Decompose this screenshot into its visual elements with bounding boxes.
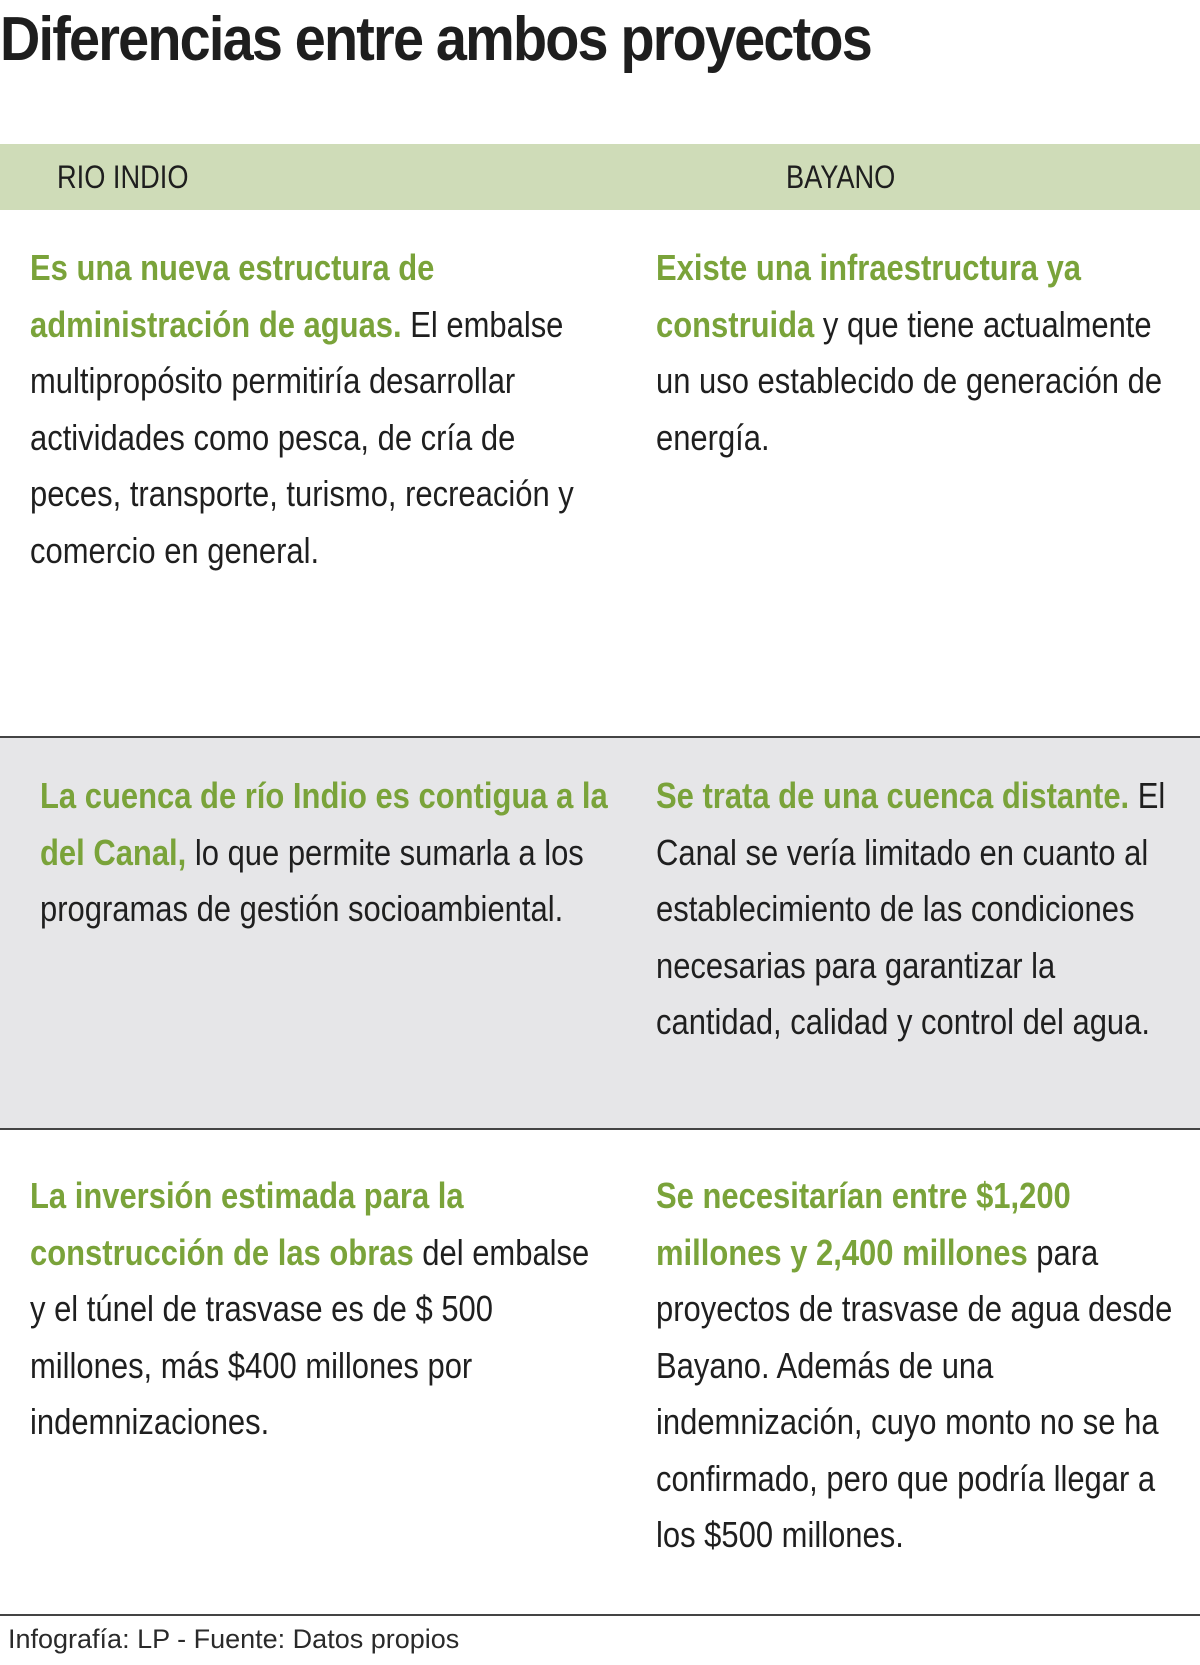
bayano-highlight-1: Existe una infraestructura ya construida (656, 247, 1082, 345)
bayano-text-3: para proyectos de trasvase de agua desde Bayano. Además de una indemnización, cuyo monto no se ha confirmado, pero que podría llegar a los $500 millones. (656, 1231, 1173, 1555)
rio-indio-text-3: del embalse y el túnel de trasvase es de $ 500 millones, más $400 millones por indemnizaciones. (30, 1231, 590, 1442)
comparison-row-2 (0, 738, 1200, 1128)
bayano-text-1: y que tiene actualmente un uso establecido de generación de energía. (656, 303, 1163, 458)
column-header-bayano: BAYANO (786, 159, 896, 195)
rio-indio-cell-1 (30, 240, 610, 579)
rio-indio-highlight-1: Es una nueva estructura de administración de aguas. (30, 247, 435, 345)
bayano-highlight-3: Se necesitarían entre $1,200 millones y 2,400 millones (656, 1175, 1071, 1273)
bayano-highlight-2: Se trata de una cuenca distante. (656, 775, 1130, 816)
rio-indio-text-1: El embalse multipropósito permitiría desarrollar actividades como pesca, de cría de peces, transporte, turismo, recreación y comercio en general. (30, 303, 574, 571)
bayano-cell-3 (656, 1168, 1186, 1564)
comparison-row-1 (0, 210, 1200, 737)
comparison-row-3 (0, 1130, 1200, 1610)
bayano-cell-2 (656, 768, 1186, 1051)
footer-divider (0, 1614, 1200, 1616)
rio-indio-highlight-3: La inversión estimada para la construcción de las obras (30, 1175, 464, 1273)
source-credit: Infografía: LP - Fuente: Datos propios (8, 1624, 460, 1654)
rio-indio-cell-2 (40, 768, 620, 938)
bayano-text-2: El Canal se vería limitado en cuanto al establecimiento de las condiciones necesarias para garantizar la cantidad, calidad y control del agua. (656, 775, 1166, 1042)
column-header-rio-indio: RIO INDIO (57, 159, 189, 195)
page-title: Diferencias entre ambos proyectos (0, 5, 871, 74)
column-header-bar (0, 144, 1200, 210)
rio-indio-highlight-2: La cuenca de río Indio es contigua a la del Canal, (40, 775, 608, 873)
rio-indio-text-2: lo que permite sumarla a los programas de gestión socioambiental. (40, 831, 584, 929)
rio-indio-cell-3 (30, 1168, 610, 1451)
bayano-cell-1 (656, 240, 1186, 466)
